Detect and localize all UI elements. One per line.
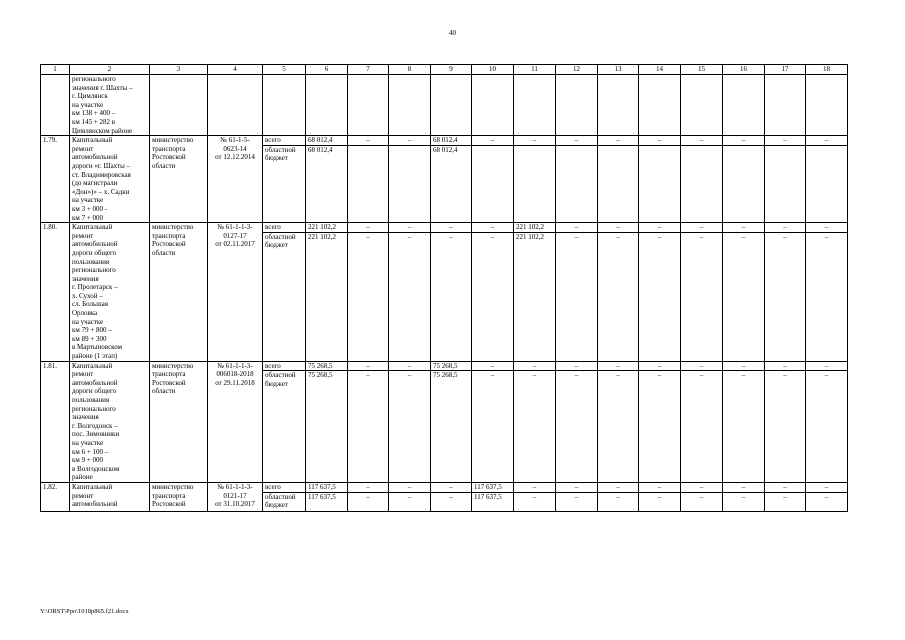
cell-document-line: 0127-17	[223, 231, 247, 240]
cell-document-line: 0623-14	[223, 144, 247, 153]
cell-c9-total: 75 268,5	[431, 361, 472, 371]
header-col: 12	[556, 65, 598, 75]
cell-document	[208, 361, 263, 482]
cell-name-line: Цимлянском районе	[72, 126, 133, 135]
cell-c16-total: –	[723, 136, 765, 146]
cell-c8-total: –	[389, 361, 431, 371]
header-col: 7	[348, 65, 389, 75]
cell-c16-budget: –	[723, 232, 765, 361]
cell-c13-total: –	[598, 136, 639, 146]
header-col: 8	[389, 65, 431, 75]
cell-customer-line: области	[152, 248, 176, 257]
cell-document-line: № 61-1-1-3-	[217, 361, 253, 370]
cell-c18-budget: –	[806, 232, 848, 361]
cell-c9-budget: –	[431, 232, 472, 361]
cell-name-line: Капитальный	[72, 482, 113, 491]
cell-document-line: 006018-2018	[216, 370, 254, 379]
cell-c9-budget: –	[431, 492, 472, 511]
cell-empty	[472, 75, 514, 136]
cell-name-line: автомобильной	[72, 500, 118, 509]
cell-c7-budget: –	[348, 232, 389, 361]
cell-c10-budget: 117 637,5	[472, 492, 514, 511]
cell-name-line: в Волгодонском	[72, 464, 120, 473]
cell-c16-budget: –	[723, 492, 765, 511]
cell-c9-total: –	[431, 223, 472, 233]
table-row-continuation	[41, 75, 848, 136]
cell-name-line: регионального	[72, 75, 116, 83]
cell-customer-line: министерство	[152, 223, 194, 232]
cell-c10-total: –	[472, 361, 514, 371]
cell-name-line: км 145 + 282 в	[72, 117, 116, 126]
cell-name-line: ремонт	[72, 491, 94, 500]
cell-c18-budget: –	[806, 492, 848, 511]
cell-customer-line: транспорта	[152, 231, 186, 240]
cell-c14-total: –	[639, 482, 681, 492]
cell-name-line: ст. Владимировская	[72, 170, 131, 179]
cell-c8-budget: –	[389, 492, 431, 511]
cell-customer	[150, 223, 208, 362]
header-col: 10	[472, 65, 514, 75]
cell-c11-budget: 221 102,2	[514, 232, 556, 361]
cell-customer	[150, 361, 208, 482]
cell-c7-budget	[348, 145, 389, 222]
cell-c11-budget: –	[514, 371, 556, 483]
header-col: 2	[70, 65, 150, 75]
header-col: 9	[431, 65, 472, 75]
cell-name	[70, 75, 150, 136]
cell-c12-total: –	[556, 223, 598, 233]
cell-name	[70, 223, 150, 362]
cell-name-line: значения	[72, 413, 99, 422]
cell-customer-line: Ростовской	[152, 378, 186, 387]
cell-c6-budget: 75 268,5	[306, 371, 348, 483]
cell-c6-budget: 68 012,4	[306, 145, 348, 222]
cell-c12-budget: –	[556, 371, 598, 483]
header-col: 4	[208, 65, 263, 75]
cell-name-line: дороги «г. Шахты –	[72, 161, 131, 170]
cell-c13-total: –	[598, 361, 639, 371]
cell-c7-total: –	[348, 136, 389, 146]
cell-c17-total: –	[765, 136, 806, 146]
cell-name-line: х. Сухой –	[72, 291, 103, 300]
cell-c10-total: 117 637,5	[472, 482, 514, 492]
cell-c11-total: –	[514, 361, 556, 371]
cell-c18-total: –	[806, 482, 848, 492]
cell-c14-budget: –	[639, 492, 681, 511]
cell-name-line: км 89 + 300	[72, 334, 107, 343]
cell-c8-budget: –	[389, 371, 431, 483]
cell-c15-total: –	[681, 223, 723, 233]
cell-c13-total: –	[598, 482, 639, 492]
cell-c16-total: –	[723, 361, 765, 371]
cell-c9-total: –	[431, 482, 472, 492]
cell-customer-line: министерство	[152, 136, 194, 145]
cell-name-line: ремонт	[72, 144, 94, 153]
cell-source-budget-line: областной	[265, 492, 296, 501]
cell-document-line: № 61-1-1-3-	[217, 223, 253, 232]
cell-c10-budget	[472, 145, 514, 222]
cell-c12-budget: –	[556, 492, 598, 511]
cell-source-budget-line: бюджет	[265, 241, 288, 250]
cell-c17-budget: –	[765, 371, 806, 483]
cell-source-total: всего	[263, 136, 306, 146]
cell-c16-total: –	[723, 223, 765, 233]
cell-c18-budget: –	[806, 371, 848, 483]
cell-name-line: км 9 + 000	[72, 456, 104, 465]
cell-no: 1.82.	[41, 482, 70, 511]
cell-empty	[598, 75, 639, 136]
cell-source-budget	[263, 145, 306, 222]
cell-c8-total: –	[389, 223, 431, 233]
cell-c6-total: 75 268,5	[306, 361, 348, 371]
cell-source-budget-line: бюджет	[265, 379, 288, 388]
cell-c15-total: –	[681, 361, 723, 371]
cell-c7-budget: –	[348, 492, 389, 511]
cell-no: 1.79.	[41, 136, 70, 223]
cell-name-line: дороги общего	[72, 387, 117, 396]
cell-c12-budget: –	[556, 232, 598, 361]
cell-source-budget-line: областной	[265, 232, 296, 241]
cell-customer-line: Ростовской	[152, 500, 186, 509]
cell-name-line: пос. Зимовники	[72, 430, 120, 439]
cell-c11-budget	[514, 145, 556, 222]
cell-name	[70, 136, 150, 223]
cell-empty	[681, 75, 723, 136]
cell-document-line: от 31.10.2017	[215, 500, 255, 509]
cell-c15-budget: –	[681, 371, 723, 483]
cell-c14-total: –	[639, 361, 681, 371]
cell-empty	[639, 75, 681, 136]
header-col: 5	[263, 65, 306, 75]
header-col: 6	[306, 65, 348, 75]
cell-name-line: км 6 + 100 –	[72, 447, 109, 456]
cell-name	[70, 361, 150, 482]
cell-name-line: Капитальный	[72, 136, 113, 145]
table-row	[41, 482, 848, 492]
header-col: 14	[639, 65, 681, 75]
cell-c9-total: 68 012,4	[431, 136, 472, 146]
cell-c16-total: –	[723, 482, 765, 492]
cell-source-budget-line: бюджет	[265, 154, 288, 163]
cell-source-budget	[263, 371, 306, 483]
cell-name-line: регионального	[72, 266, 116, 275]
cell-c17-total: –	[765, 361, 806, 371]
cell-name-line: км 7 + 000	[72, 213, 104, 222]
cell-document	[208, 136, 263, 223]
cell-c16-budget	[723, 145, 765, 222]
cell-c11-budget: –	[514, 492, 556, 511]
cell-document-line: № 61-1-5-	[220, 136, 250, 145]
cell-name-line: на участке	[72, 196, 104, 205]
cell-name-line: ремонт	[72, 370, 94, 379]
cell-c12-budget	[556, 145, 598, 222]
cell-name-line: пользования	[72, 396, 110, 404]
cell-c12-total: –	[556, 361, 598, 371]
cell-c6-total: 221 102,2	[306, 223, 348, 233]
cell-empty	[389, 75, 431, 136]
cell-name-line: автомобильной	[72, 153, 118, 162]
cell-no	[41, 75, 70, 136]
cell-document-line: № 61-1-1-3-	[217, 482, 253, 491]
cell-empty	[306, 75, 348, 136]
footer-path: Y:\ORST\Ppo\1018p865.f21.docx	[40, 608, 129, 615]
cell-c17-budget	[765, 145, 806, 222]
cell-c14-total: –	[639, 136, 681, 146]
header-col: 17	[765, 65, 806, 75]
cell-c17-total: –	[765, 482, 806, 492]
cell-name-line: на участке	[72, 317, 104, 326]
cell-customer-line: министерство	[152, 482, 194, 491]
cell-customer-line: министерство	[152, 361, 194, 370]
cell-name-line: на участке	[72, 100, 104, 109]
cell-name-line: районе	[72, 473, 93, 482]
cell-c18-total: –	[806, 136, 848, 146]
cell-c7-budget: –	[348, 371, 389, 483]
cell-c11-total: –	[514, 482, 556, 492]
cell-name-line: г. Пролетарск –	[72, 283, 118, 292]
header-col: 1	[41, 65, 70, 75]
cell-c8-budget: –	[389, 232, 431, 361]
cell-name-line: регионального	[72, 404, 116, 413]
cell-name-line: значения	[72, 274, 99, 283]
cell-empty	[348, 75, 389, 136]
table-row	[41, 361, 848, 371]
cell-c14-budget: –	[639, 232, 681, 361]
cell-c15-budget: –	[681, 492, 723, 511]
cell-c10-total: –	[472, 136, 514, 146]
page-number: 40	[449, 29, 456, 37]
cell-name-line: (до магистрали	[72, 179, 118, 188]
cell-customer-line: области	[152, 387, 176, 396]
cell-name-line: Капитальный	[72, 361, 113, 370]
cell-empty	[765, 75, 806, 136]
cell-empty	[208, 75, 263, 136]
cell-c15-budget: –	[681, 232, 723, 361]
cell-customer-line: транспорта	[152, 370, 186, 379]
cell-name-line: г. Цимлянск	[72, 92, 108, 101]
header-col: 15	[681, 65, 723, 75]
cell-name-line: Орловка	[72, 309, 98, 318]
cell-c14-budget: –	[639, 371, 681, 483]
table-row	[41, 223, 848, 233]
cell-c7-total: –	[348, 361, 389, 371]
cell-c15-total: –	[681, 136, 723, 146]
cell-c9-budget: 75 268,5	[431, 371, 472, 483]
cell-document	[208, 482, 263, 511]
cell-c10-budget: –	[472, 232, 514, 361]
cell-c12-total: –	[556, 136, 598, 146]
cell-c7-total: –	[348, 223, 389, 233]
cell-document-line: 0121-17	[223, 491, 247, 500]
cell-name-line: в Мартыновском	[72, 343, 123, 352]
cell-empty	[723, 75, 765, 136]
cell-name-line: автомобильной	[72, 240, 118, 249]
cell-name-line: пользования	[72, 257, 110, 266]
cell-c9-budget: 68 012,4	[431, 145, 472, 222]
cell-name-line: на участке	[72, 438, 104, 447]
cell-document	[208, 223, 263, 362]
cell-customer-line: транспорта	[152, 144, 186, 153]
cell-c13-budget: –	[598, 371, 639, 483]
cell-c18-total: –	[806, 361, 848, 371]
cell-c15-total: –	[681, 482, 723, 492]
cell-no: 1.80.	[41, 223, 70, 362]
cell-source-total: всего	[263, 223, 306, 233]
header-col: 16	[723, 65, 765, 75]
cell-source-budget-line: бюджет	[265, 501, 288, 510]
cell-c17-budget: –	[765, 232, 806, 361]
cell-c17-total: –	[765, 223, 806, 233]
cell-c10-total: –	[472, 223, 514, 233]
cell-name-line: «Дон»)» – х. Садки	[72, 187, 130, 196]
cell-c15-budget	[681, 145, 723, 222]
cell-c11-total: 221 102,2	[514, 223, 556, 233]
cell-name-line: значения г. Шахты –	[72, 83, 133, 92]
header-col: 18	[806, 65, 848, 75]
cell-c6-budget: 117 637,5	[306, 492, 348, 511]
cell-c13-budget: –	[598, 232, 639, 361]
cell-source-budget-line: областной	[265, 145, 296, 154]
cell-c6-budget: 221 102,2	[306, 232, 348, 361]
cell-c14-total: –	[639, 223, 681, 233]
header-col: 13	[598, 65, 639, 75]
cell-c16-budget: –	[723, 371, 765, 483]
cell-c13-total: –	[598, 223, 639, 233]
cell-c7-total: –	[348, 482, 389, 492]
cell-empty	[263, 75, 306, 136]
cell-c10-budget: –	[472, 371, 514, 483]
cell-c17-budget: –	[765, 492, 806, 511]
cell-source-total: всего	[263, 361, 306, 371]
cell-document-line: от 12.12.2014	[215, 153, 255, 162]
cell-c6-total: 117 637,5	[306, 482, 348, 492]
cell-empty	[150, 75, 208, 136]
cell-c11-total: –	[514, 136, 556, 146]
cell-empty	[514, 75, 556, 136]
cell-customer-line: области	[152, 161, 176, 170]
cell-customer	[150, 136, 208, 223]
cell-name-line: г. Волгодонск –	[72, 421, 118, 430]
cell-no: 1.81.	[41, 361, 70, 482]
header-col: 11	[514, 65, 556, 75]
cell-customer-line: Ростовской	[152, 153, 186, 162]
cell-name-line: районе (1 этап)	[72, 352, 118, 361]
cell-source-budget-line: областной	[265, 371, 296, 380]
cell-name-line: Капитальный	[72, 223, 113, 232]
cell-c13-budget: –	[598, 492, 639, 511]
cell-name	[70, 482, 150, 511]
header-col: 3	[150, 65, 208, 75]
cell-c8-total: –	[389, 136, 431, 146]
cell-name-line: автомобильной	[72, 378, 118, 387]
cell-c6-total: 68 012,4	[306, 136, 348, 146]
cell-name-line: сл. Большая	[72, 300, 108, 309]
cell-c8-budget	[389, 145, 431, 222]
cell-c13-budget	[598, 145, 639, 222]
cell-source-budget	[263, 232, 306, 361]
cell-document-line: от 29.11.2018	[215, 378, 255, 387]
cell-name-line: км 79 + 800 –	[72, 326, 112, 335]
cell-empty	[806, 75, 848, 136]
cell-name-line: дороги общего	[72, 248, 117, 257]
cell-empty	[556, 75, 598, 136]
cell-customer	[150, 482, 208, 511]
cell-c8-total: –	[389, 482, 431, 492]
cell-empty	[431, 75, 472, 136]
cell-source-budget	[263, 492, 306, 511]
cell-c12-total: –	[556, 482, 598, 492]
cell-c14-budget	[639, 145, 681, 222]
cell-source-total: всего	[263, 482, 306, 492]
cell-name-line: км 3 + 000 -	[72, 204, 108, 213]
investment-table	[40, 64, 848, 512]
cell-c18-budget	[806, 145, 848, 222]
header-row	[41, 65, 848, 75]
cell-name-line: ремонт	[72, 231, 94, 240]
cell-customer-line: Ростовской	[152, 240, 186, 249]
cell-name-line: км 138 + 400 –	[72, 109, 116, 118]
cell-document-line: от 02.11.2017	[215, 240, 255, 249]
cell-c18-total: –	[806, 223, 848, 233]
cell-customer-line: транспорта	[152, 491, 186, 500]
table-row	[41, 136, 848, 146]
